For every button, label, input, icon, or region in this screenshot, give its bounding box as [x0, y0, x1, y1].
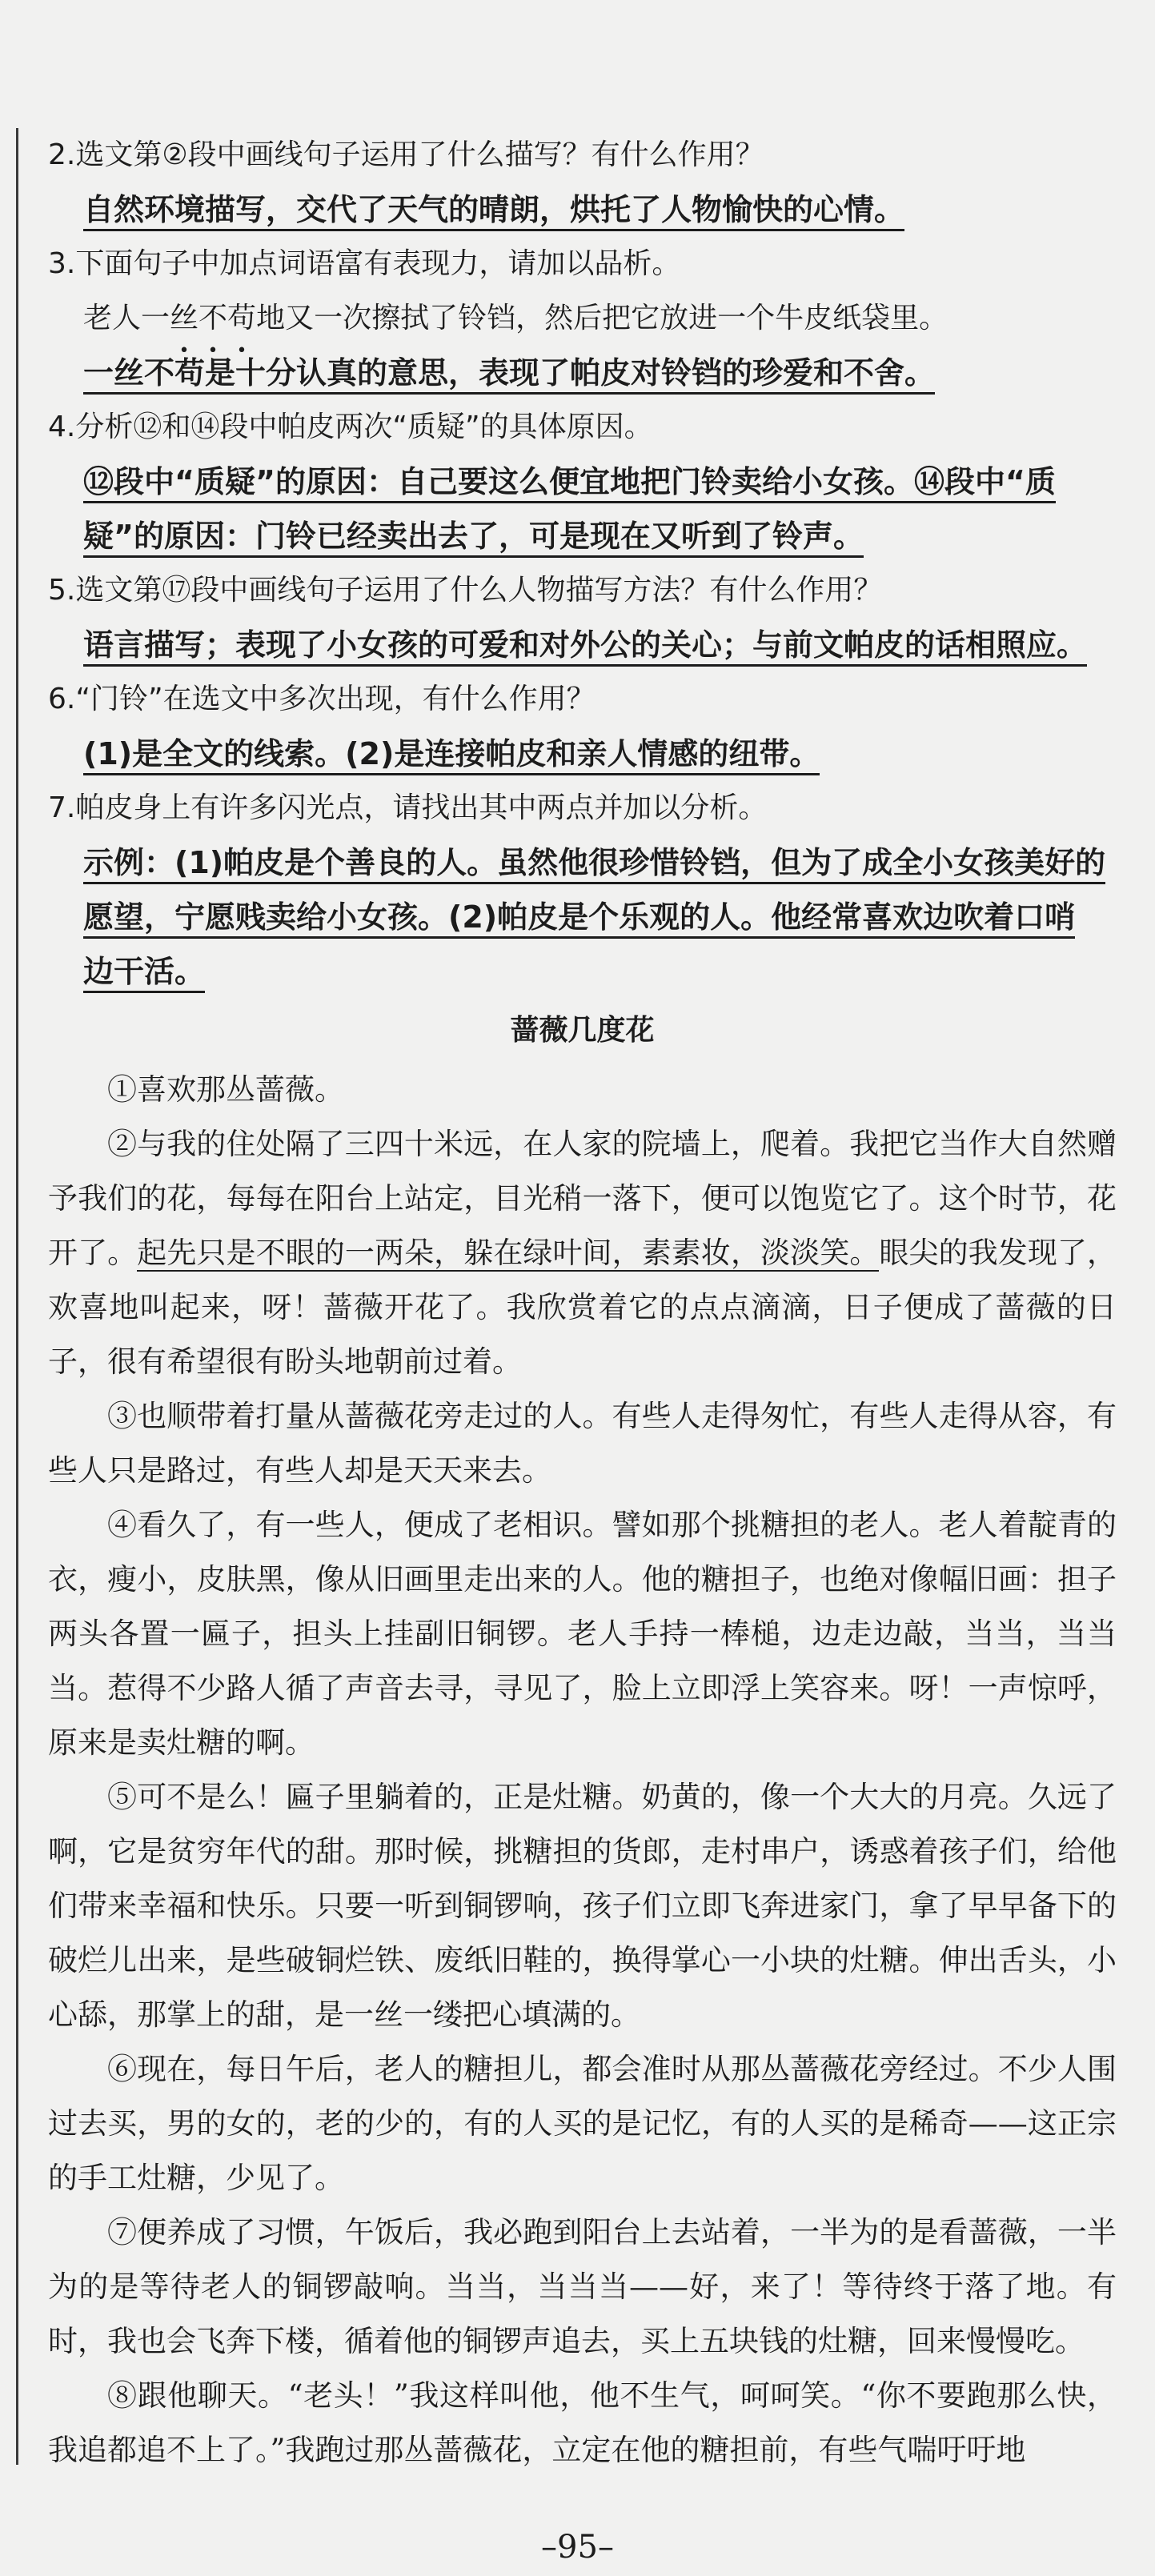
answer-4-line-1: ⑫段中“质疑”的原因：自己要这么便宜地把门铃卖给小女孩。⑭段中“质 [48, 455, 1117, 509]
question-4: 4.分析⑫和⑭段中帕皮两次“质疑”的具体原因。 [48, 411, 653, 443]
paragraph-7: ⑦便养成了习惯，午饭后，我必跑到阳台上去站着，一半为的是看蔷薇，一半为的是等待老人的铜锣敲响。当当，当当当——好，来了！等待终于落了地。有时，我也会飞奔下楼，循着他的铜锣声追去，买上五块钱的灶糖，回来慢慢吃。 [48, 2215, 1117, 2358]
answer-7-line-3: 边干活。 [48, 944, 1117, 999]
answer-7-line-2: 愿望，宁愿贱卖给小女孩。(2)帕皮是个乐观的人。他经常喜欢边吹着口哨 [48, 890, 1117, 944]
dotted-char: 不 [199, 302, 228, 335]
page-number: –95– [541, 2529, 614, 2566]
question-3: 3.下面句子中加点词语富有表现力，请加以品析。 [48, 247, 681, 280]
answer-2: 自然环境描写，交代了天气的晴朗，烘托了人物愉快的心情。 [48, 182, 1117, 237]
paragraph-6: ⑥现在，每日午后，老人的糖担儿，都会准时从那丛蔷薇花旁经过。不少人围过去买，男的女的，老的少的，有的人买的是记忆，有的人买的是稀奇——这正宗的手工灶糖，少见了。 [48, 2052, 1117, 2195]
answer-5: 语言描写；表现了小女孩的可爱和对外公的关心；与前文帕皮的话相照应。 [48, 618, 1117, 672]
question-5: 5.选文第⑰段中画线句子运用了什么人物描写方法？有什么作用？ [48, 574, 883, 607]
dotted-char: 苟 [227, 302, 257, 335]
question-3-quote: 老人一丝不苟地又一次擦拭了铃铛，然后把它放进一个牛皮纸袋里。 [83, 302, 948, 335]
question-6: 6.“门铃”在选文中多次出现，有什么作用？ [48, 683, 596, 715]
paragraph-5: ⑤可不是么！匾子里躺着的，正是灶糖。奶黄的，像一个大大的月亮。久远了啊，它是贫穷年代的甜。那时候，挑糖担的货郎，走村串户，诱惑着孩子们，给他们带来幸福和快乐。只要一听到铜锣响，孩子们立即飞奔进家门，拿了早早备下的破烂儿出来，是些破铜烂铁、废纸旧鞋的，换得掌心一小块的灶糖。伸出舌头，小心舔，那掌上的甜，是一丝一缕把心填满的。 [48, 1780, 1117, 2032]
article-title: 蔷薇几度花 [510, 1014, 655, 1047]
question-7: 7.帕皮身上有许多闪光点，请找出其中两点并加以分析。 [48, 791, 768, 824]
paragraph-2: ②与我的住处隔了三四十米远，在人家的院墙上，爬着。我把它当作大自然赠予我们的花，每每在阳台上站定，目光稍一落下，便可以饱览它了。这个时节，花开了。起先只是不眼的一两朵，躲在绿叶间，素素妆，淡淡笑。眼尖的我发现了，欢喜地叫起来，呀！蔷薇开花了。我欣赏着它的点点滴滴，日子便成了蔷薇的日子，很有希望很有盼头地朝前过着。 [48, 1127, 1117, 1379]
answer-7-line-1: 示例：(1)帕皮是个善良的人。虽然他很珍惜铃铛，但为了成全小女孩美好的 [48, 835, 1117, 890]
article-body [48, 1063, 1117, 2478]
dotted-char: 丝 [170, 302, 199, 335]
paragraph-8: ⑧跟他聊天。“老头！”我这样叫他，他不生气，呵呵笑。“你不要跑那么快，我追都追不上了。”我跑过那丛蔷薇花，立定在他的糖担前，有些气喘吁吁地 [48, 2378, 1117, 2467]
underlined-sentence: 起先只是不眼的一两朵，躲在绿叶间，素素妆，淡淡笑。 [137, 1236, 880, 1270]
margin-line [16, 128, 18, 2465]
paragraph-1: ①喜欢那丛蔷薇。 [107, 1072, 344, 1107]
question-2: 2.选文第②段中画线句子运用了什么描写？有什么作用？ [48, 138, 764, 171]
answer-3: 一丝不苟是十分认真的意思，表现了帕皮对铃铛的珍爱和不舍。 [48, 346, 1117, 400]
paragraph-4: ④看久了，有一些人，便成了老相识。譬如那个挑糖担的老人。老人着靛青的衣，瘦小，皮肤黑，像从旧画里走出来的人。他的糖担子，也绝对像幅旧画：担子两头各置一匾子，担头上挂副旧铜锣。老人手持一棒槌，边走边敲，当当，当当当。惹得不少路人循了声音去寻，寻见了，脸上立即浮上笑容来。呀！一声惊呼，原来是卖灶糖的啊。 [48, 1508, 1117, 1760]
paragraph-3: ③也顺带着打量从蔷薇花旁走过的人。有些人走得匆忙，有些人走得从容，有些人只是路过，有些人却是天天来去。 [48, 1399, 1117, 1488]
answer-6: (1)是全文的线索。(2)是连接帕皮和亲人情感的纽带。 [48, 727, 1117, 781]
content [48, 128, 1117, 2478]
answer-4-line-2: 疑”的原因：门铃已经卖出去了，可是现在又听到了铃声。 [48, 509, 1117, 563]
